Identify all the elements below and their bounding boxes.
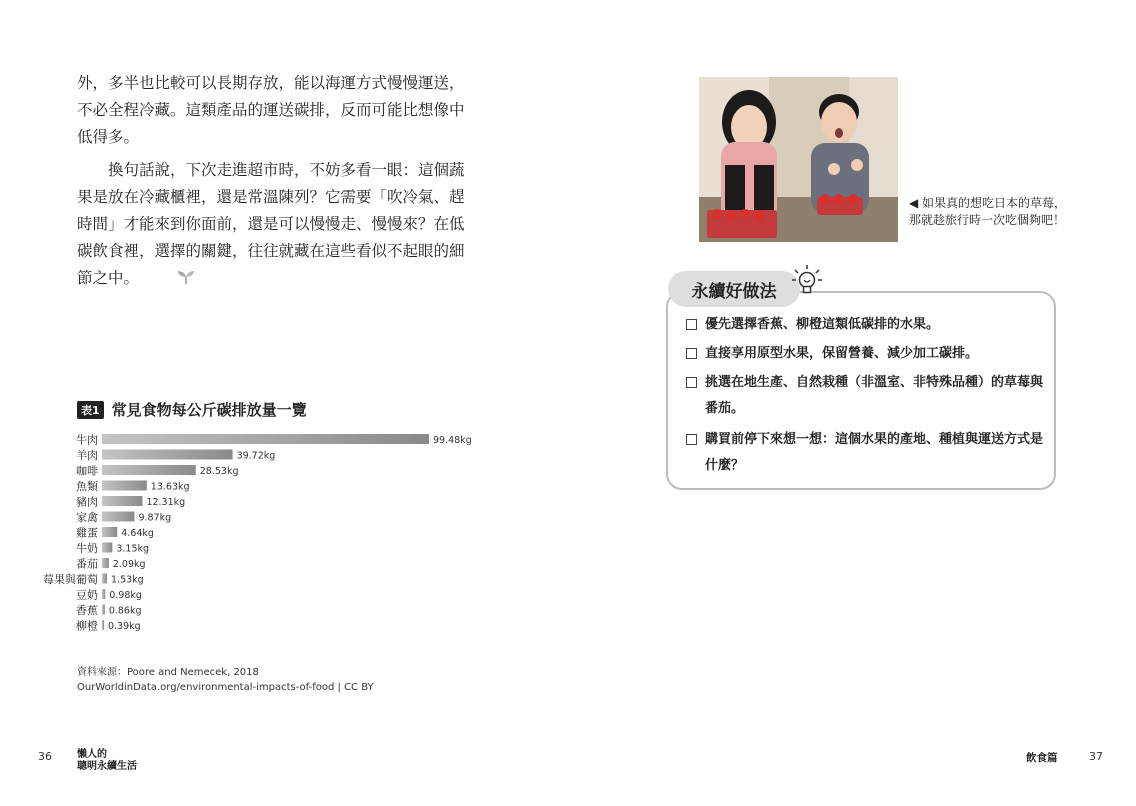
chart-bar (102, 434, 429, 444)
chart-value-label: 13.63kg (150, 481, 190, 493)
chart-category-label: 咖啡 (76, 464, 98, 478)
chart-bar (102, 496, 142, 506)
tip-item (686, 312, 1048, 338)
chart-value-label: 2.09kg (112, 559, 146, 570)
chart-category-label: 牛肉 (76, 433, 98, 447)
chart-category-label: 魚類 (76, 480, 98, 493)
photo-caption: ◀ 如果真的想吃日本的草莓，那就趁旅行時一次吃個夠吧！ (909, 196, 1067, 227)
children-strawberries-photo (699, 77, 898, 242)
table-tag: 表1 (77, 401, 104, 419)
book-title (77, 749, 137, 773)
chart-bar (102, 481, 147, 491)
tip-item (686, 427, 1048, 479)
checkbox-icon (686, 434, 697, 445)
page-number-right: 37 (1089, 750, 1103, 763)
tip-item (686, 341, 1048, 367)
tip-item (686, 370, 1048, 422)
source-line-2: OurWorldinData.org/environmental-impacts-of-food | CC BY (77, 682, 374, 693)
chart-value-label: 28.53kg (199, 466, 239, 477)
chart-value-label: 39.72kg (236, 450, 276, 462)
chart-category-label: 豆奶 (76, 588, 98, 602)
tips-title: 永續好做法 (668, 271, 800, 307)
chart-category-label: 番茄 (76, 557, 98, 571)
carbon-emissions-bar-chart (40, 432, 480, 642)
chart-value-label: 1.53kg (111, 574, 144, 586)
lightbulb-icon (791, 263, 823, 301)
tip-text: 購買前停下來想一想：這個水果的產地、種植與運送方式是什麼？ (705, 432, 1044, 473)
chart-value-label: 12.31kg (146, 497, 186, 508)
chart-value-label: 0.86kg (108, 605, 142, 617)
tips-list (686, 312, 1048, 489)
chart-bar (102, 450, 233, 460)
chart-category-label: 香蕉 (76, 604, 98, 617)
tip-text: 挑選在地生產、自然栽種（非溫室、非特殊品種）的草莓與番茄。 (705, 375, 1044, 416)
body-paragraph-2 (77, 157, 477, 293)
table-caption (77, 399, 307, 420)
chart-value-label: 99.48kg (433, 435, 472, 446)
body-paragraph-1: 外，多半也比較可以長期存放，能以海運方式慢慢運送，不必全程冷藏。這類產品的運送碳排，反而可能比想像中低得多。 (77, 74, 465, 146)
body-paragraph-2-text: 換句話說，下次走進超市時，不妨多看一眼：這個蔬果是放在冷藏櫃裡，還是常溫陳列？它需要「吹冷氣、趕時間」才能來到你面前，還是可以慢慢走、慢慢來？在低碳飲食裡，選擇的關鍵，往往就藏在這些看似不起眼的細節之中。 (77, 161, 465, 287)
checkbox-icon (686, 348, 697, 359)
chart-bar (102, 574, 107, 584)
chart-bar (102, 527, 117, 537)
chart-bar (102, 620, 104, 630)
table-title: 常見食物每公斤碳排放量一覽 (111, 401, 307, 419)
chart-category-label: 莓果與葡萄 (43, 573, 98, 586)
chart-value-label: 9.87kg (138, 512, 172, 524)
book-title-line-2: 聰明永續生活 (77, 761, 137, 772)
chart-category-label: 柳橙 (76, 619, 98, 633)
chart-bar (102, 465, 196, 475)
tip-text: 直接享用原型水果，保留營養、減少加工碳排。 (705, 346, 979, 361)
source-note (77, 665, 374, 695)
section-name: 飲食篇 (1026, 752, 1058, 764)
chart-category-label: 雞蛋 (76, 526, 98, 540)
chart-category-label: 牛奶 (76, 542, 98, 555)
source-line-1: 資料來源：Poore and Nemecek, 2018 (77, 667, 259, 678)
chart-bar (102, 512, 134, 522)
chart-category-label: 豬肉 (76, 495, 98, 509)
chart-bar (102, 589, 105, 599)
chart-category-label: 羊肉 (76, 449, 98, 462)
tip-text: 優先選擇香蕉、柳橙這類低碳排的水果。 (705, 317, 940, 332)
sprout-icon (145, 266, 196, 293)
chart-value-label: 3.15kg (116, 543, 150, 555)
chart-bar (102, 543, 112, 553)
chart-value-label: 0.39kg (108, 621, 141, 632)
book-title-line-1: 懶人的 (77, 749, 107, 760)
chart-category-label: 家禽 (76, 511, 98, 524)
checkbox-icon (686, 319, 697, 330)
checkbox-icon (686, 377, 697, 388)
chart-bar (102, 605, 105, 615)
page-number-left: 36 (38, 750, 52, 763)
chart-value-label: 0.98kg (109, 590, 142, 601)
chart-value-label: 4.64kg (121, 528, 154, 539)
chart-bar (102, 558, 109, 568)
